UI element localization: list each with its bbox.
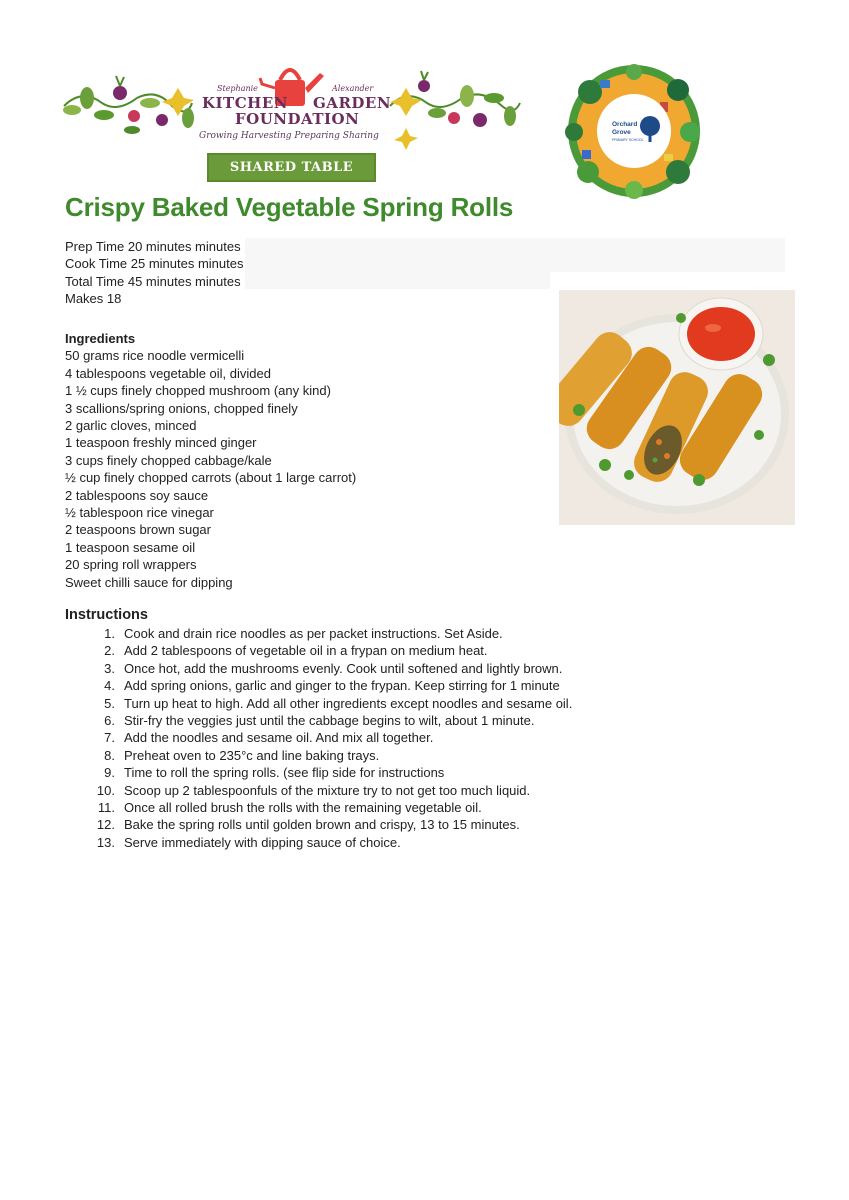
ingredient-item: ½ cup finely chopped carrots (about 1 large carrot) bbox=[65, 470, 357, 486]
step-number: 12. bbox=[96, 817, 115, 833]
total-time: Total Time 45 minutes minutes bbox=[65, 273, 241, 289]
logo-stephanie-text: Stephanie bbox=[217, 84, 258, 93]
instruction-step bbox=[65, 712, 572, 729]
step-text: Once all rolled brush the rolls with the remaining vegetable oil. bbox=[124, 800, 482, 816]
recipe-title: Crispy Baked Vegetable Spring Rolls bbox=[65, 192, 514, 222]
instruction-step bbox=[65, 834, 572, 851]
step-text: Add spring onions, garlic and ginger to the frypan. Keep stirring for 1 minute bbox=[124, 678, 560, 694]
instruction-step bbox=[65, 729, 572, 746]
spring-rolls-photo bbox=[559, 290, 795, 525]
step-number: 1. bbox=[104, 626, 115, 641]
instruction-step bbox=[65, 660, 572, 677]
ingredient-item: 1 ½ cups finely chopped mushroom (any kind) bbox=[65, 383, 331, 399]
school-name-line3: PRIMARY SCHOOL bbox=[612, 138, 644, 142]
step-text: Add the noodles and sesame oil. And mix all together. bbox=[124, 730, 434, 746]
step-number: 11. bbox=[97, 800, 115, 816]
step-text: Scoop up 2 tablespoonfuls of the mixture try to not get too much liquid. bbox=[124, 782, 531, 798]
instruction-step bbox=[65, 799, 572, 816]
makes-count: Makes 18 bbox=[65, 291, 122, 307]
instructions-list bbox=[65, 625, 572, 851]
step-number: 3. bbox=[104, 660, 115, 676]
ingredient-item: 2 tablespoons soy sauce bbox=[65, 487, 209, 503]
school-name-line2: Grove bbox=[612, 129, 631, 136]
instruction-step bbox=[65, 782, 572, 799]
step-text: Once hot, add the mushrooms evenly. Cook until softened and lightly brown. bbox=[124, 660, 563, 676]
ingredient-item: 3 cups finely chopped cabbage/kale bbox=[65, 452, 272, 468]
ingredients-heading: Ingredients bbox=[65, 331, 136, 346]
ingredient-item: 2 teaspoons brown sugar bbox=[65, 522, 211, 538]
ingredient-item: 1 teaspoon freshly minced ginger bbox=[65, 435, 257, 451]
ingredient-item: 20 spring roll wrappers bbox=[65, 557, 197, 573]
dipping-bowl-icon bbox=[679, 298, 763, 370]
orchard-grove-school-logo bbox=[560, 62, 708, 200]
step-number: 4. bbox=[104, 678, 115, 694]
step-text: Stir-fry the veggies just until the cabbage begins to wilt, about 1 minute. bbox=[124, 713, 535, 729]
step-number: 10. bbox=[96, 782, 115, 798]
ingredient-item: ½ tablespoon rice vinegar bbox=[65, 505, 214, 521]
logo-foundation-text: FOUNDATION bbox=[235, 110, 360, 128]
recipe-meta bbox=[65, 238, 243, 308]
logo-kitchen-text: KITCHEN bbox=[202, 94, 288, 112]
logo-garden-text: GARDEN bbox=[313, 94, 392, 112]
left-vegetable-garland-icon bbox=[63, 76, 194, 134]
step-text: Serve immediately with dipping sauce of choice. bbox=[124, 834, 401, 850]
instruction-step bbox=[65, 695, 572, 712]
step-text: Cook and drain rice noodles as per packet instructions. Set Aside. bbox=[124, 626, 503, 641]
ingredients-list bbox=[65, 347, 356, 591]
school-name-line1: Orchard bbox=[612, 121, 638, 128]
step-text: Time to roll the spring rolls. (see flip side for instructions bbox=[124, 765, 445, 781]
instruction-step bbox=[65, 816, 572, 833]
ingredients-section bbox=[65, 330, 356, 591]
instruction-step bbox=[65, 747, 572, 764]
ingredient-item: 50 grams rice noodle vermicelli bbox=[65, 348, 245, 364]
step-number: 13. bbox=[96, 834, 115, 850]
instruction-step bbox=[65, 764, 572, 781]
instruction-step bbox=[65, 625, 572, 642]
step-text: Turn up heat to high. Add all other ingredients except noodles and sesame oil. bbox=[124, 695, 573, 711]
right-vegetable-garland-icon bbox=[390, 71, 520, 150]
step-text: Bake the spring rolls until golden brown and crispy, 13 to 15 minutes. bbox=[124, 817, 520, 833]
step-text: Add 2 tablespoons of vegetable oil in a frypan on medium heat. bbox=[124, 643, 488, 659]
ingredient-item: 4 tablespoons vegetable oil, divided bbox=[65, 365, 271, 381]
instruction-step bbox=[65, 677, 572, 694]
step-number: 8. bbox=[104, 747, 115, 763]
shared-table-banner: SHARED TABLE bbox=[207, 153, 376, 182]
ingredient-item: Sweet chilli sauce for dipping bbox=[65, 574, 233, 590]
prep-time: Prep Time 20 minutes minutes bbox=[65, 239, 241, 254]
step-number: 7. bbox=[104, 730, 115, 746]
step-text: Preheat oven to 235°c and line baking trays. bbox=[124, 747, 380, 763]
logo-tagline-text: Growing Harvesting Preparing Sharing bbox=[199, 131, 379, 141]
step-number: 6. bbox=[104, 713, 115, 729]
ingredient-item: 1 teaspoon sesame oil bbox=[65, 539, 196, 555]
ingredient-item: 3 scallions/spring onions, chopped finely bbox=[65, 400, 298, 416]
ingredient-item: 2 garlic cloves, minced bbox=[65, 418, 197, 434]
step-number: 5. bbox=[104, 695, 115, 711]
step-number: 9. bbox=[104, 765, 115, 781]
shaded-background bbox=[245, 272, 550, 289]
instruction-step bbox=[65, 642, 572, 659]
logo-alexander-text: Alexander bbox=[332, 84, 374, 93]
cook-time: Cook Time 25 minutes minutes bbox=[65, 256, 244, 272]
instructions-heading: Instructions bbox=[65, 607, 148, 623]
shaded-background bbox=[245, 238, 785, 272]
step-number: 2. bbox=[104, 643, 115, 659]
